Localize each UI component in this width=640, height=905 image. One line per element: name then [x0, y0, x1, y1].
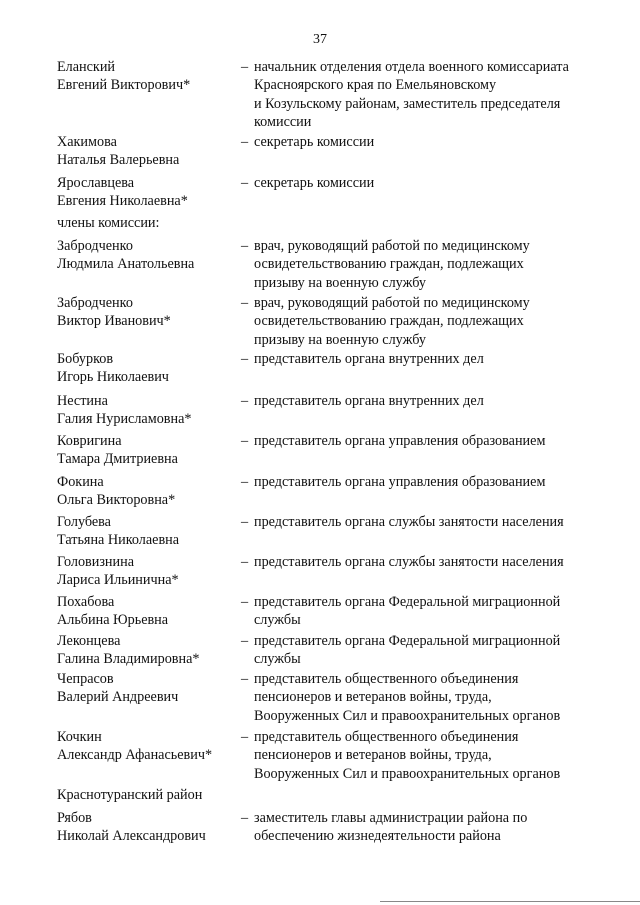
- member-role: [241, 728, 621, 783]
- member-surname: Голубева: [57, 514, 111, 530]
- role-dash: –: [241, 514, 249, 530]
- member-name: [57, 237, 237, 274]
- role-dash: –: [241, 175, 249, 191]
- role-text: представитель органа внутренних дел: [254, 351, 484, 367]
- member-role: [241, 237, 621, 292]
- member-name: [57, 174, 237, 211]
- member-role: [241, 174, 621, 192]
- role-text: представитель органа управления образованием: [254, 433, 546, 449]
- member-name: [57, 473, 237, 510]
- member-surname: Кочкин: [57, 729, 102, 745]
- member-name: [57, 593, 237, 630]
- member-role: [241, 632, 621, 669]
- role-text: представитель органа службы занятости населения: [254, 514, 564, 530]
- role-dash: –: [241, 474, 249, 490]
- member-role: [241, 670, 621, 725]
- member-name: [57, 553, 237, 590]
- role-dash: –: [241, 671, 249, 687]
- role-text: врач, руководящий работой по медицинскому освидетельствованию граждан, подлежащих призыву на военную службу: [254, 238, 530, 291]
- member-given-name: Людмила Анатольевна: [57, 256, 195, 273]
- member-name: [57, 432, 237, 469]
- district-heading: Краснотуранский район: [57, 787, 203, 803]
- member-surname: Забродченко: [57, 295, 133, 311]
- member-role: [241, 294, 621, 349]
- member-surname: Хакимова: [57, 134, 117, 150]
- member-name: [57, 350, 237, 387]
- member-given-name: Лариса Ильинична*: [57, 572, 179, 589]
- role-dash: –: [241, 351, 249, 367]
- role-text: заместитель главы администрации района по обеспечению жизнедеятельности района: [254, 810, 528, 845]
- member-surname: Забродченко: [57, 238, 133, 254]
- member-name: [57, 58, 237, 95]
- member-given-name: Виктор Иванович*: [57, 313, 171, 330]
- role-text: представитель органа службы занятости населения: [254, 554, 564, 570]
- members-heading: члены комиссии:: [57, 215, 160, 231]
- role-dash: –: [241, 810, 249, 826]
- member-given-name: Евгений Викторович*: [57, 77, 191, 94]
- member-surname: Ярославцева: [57, 175, 135, 191]
- member-surname: Еланский: [57, 59, 116, 75]
- member-role: [241, 553, 621, 571]
- member-surname: Ковригина: [57, 433, 122, 449]
- member-given-name: Наталья Валерьевна: [57, 152, 180, 169]
- member-given-name: Ольга Викторовна*: [57, 492, 176, 509]
- member-given-name: Игорь Николаевич: [57, 369, 169, 386]
- role-dash: –: [241, 554, 249, 570]
- member-given-name: Александр Афанасьевич*: [57, 747, 213, 764]
- member-role: [241, 432, 621, 450]
- role-dash: –: [241, 59, 249, 75]
- role-text: представитель общественного объединения пенсионеров и ветеранов войны, труда, Вооруженных Сил и правоохранительных органов: [254, 729, 561, 782]
- role-dash: –: [241, 633, 249, 649]
- member-role: [241, 392, 621, 410]
- member-role: [241, 350, 621, 368]
- member-surname: Головизнина: [57, 554, 135, 570]
- member-surname: Бобурков: [57, 351, 114, 367]
- member-name: [57, 133, 237, 170]
- member-name: [57, 632, 237, 669]
- role-text: начальник отделения отдела военного комиссариата Красноярского края по Емельяновскому и Козульскому районам, заместитель председателя комиссии: [254, 59, 569, 131]
- role-text: секретарь комиссии: [254, 175, 375, 191]
- member-role: [241, 58, 621, 132]
- member-surname: Нестина: [57, 393, 108, 409]
- role-text: врач, руководящий работой по медицинскому освидетельствованию граждан, подлежащих призыву на военную службу: [254, 295, 530, 348]
- role-dash: –: [241, 729, 249, 745]
- role-dash: –: [241, 295, 249, 311]
- member-surname: Фокина: [57, 474, 104, 490]
- member-name: [57, 809, 237, 846]
- member-surname: Чепрасов: [57, 671, 114, 687]
- role-text: секретарь комиссии: [254, 134, 375, 150]
- member-name: [57, 294, 237, 331]
- member-name: [57, 513, 237, 550]
- member-role: [241, 809, 621, 846]
- member-given-name: Тамара Дмитриевна: [57, 451, 178, 468]
- page-edge-rule: [380, 901, 640, 902]
- role-text: представитель органа Федеральной миграционной службы: [254, 633, 561, 668]
- member-name: [57, 728, 237, 765]
- member-name: [57, 392, 237, 429]
- member-given-name: Валерий Андреевич: [57, 689, 179, 706]
- role-dash: –: [241, 433, 249, 449]
- member-role: [241, 513, 621, 531]
- member-given-name: Евгения Николаевна*: [57, 193, 188, 210]
- member-name: [57, 670, 237, 707]
- member-role: [241, 133, 621, 151]
- member-role: [241, 473, 621, 491]
- role-text: представитель общественного объединения пенсионеров и ветеранов войны, труда, Вооруженных Сил и правоохранительных органов: [254, 671, 561, 724]
- role-text: представитель органа управления образованием: [254, 474, 546, 490]
- role-dash: –: [241, 238, 249, 254]
- role-dash: –: [241, 393, 249, 409]
- member-role: [241, 593, 621, 630]
- page-number: 37: [313, 32, 327, 47]
- role-text: представитель органа Федеральной миграционной службы: [254, 594, 561, 629]
- member-given-name: Николай Александрович: [57, 828, 206, 845]
- role-text: представитель органа внутренних дел: [254, 393, 484, 409]
- role-dash: –: [241, 594, 249, 610]
- member-surname: Рябов: [57, 810, 92, 826]
- member-given-name: Галия Нурисламовна*: [57, 411, 192, 428]
- member-surname: Похабова: [57, 594, 115, 610]
- member-given-name: Татьяна Николаевна: [57, 532, 180, 549]
- member-given-name: Альбина Юрьевна: [57, 612, 169, 629]
- member-given-name: Галина Владимировна*: [57, 651, 200, 668]
- role-dash: –: [241, 134, 249, 150]
- member-surname: Леконцева: [57, 633, 121, 649]
